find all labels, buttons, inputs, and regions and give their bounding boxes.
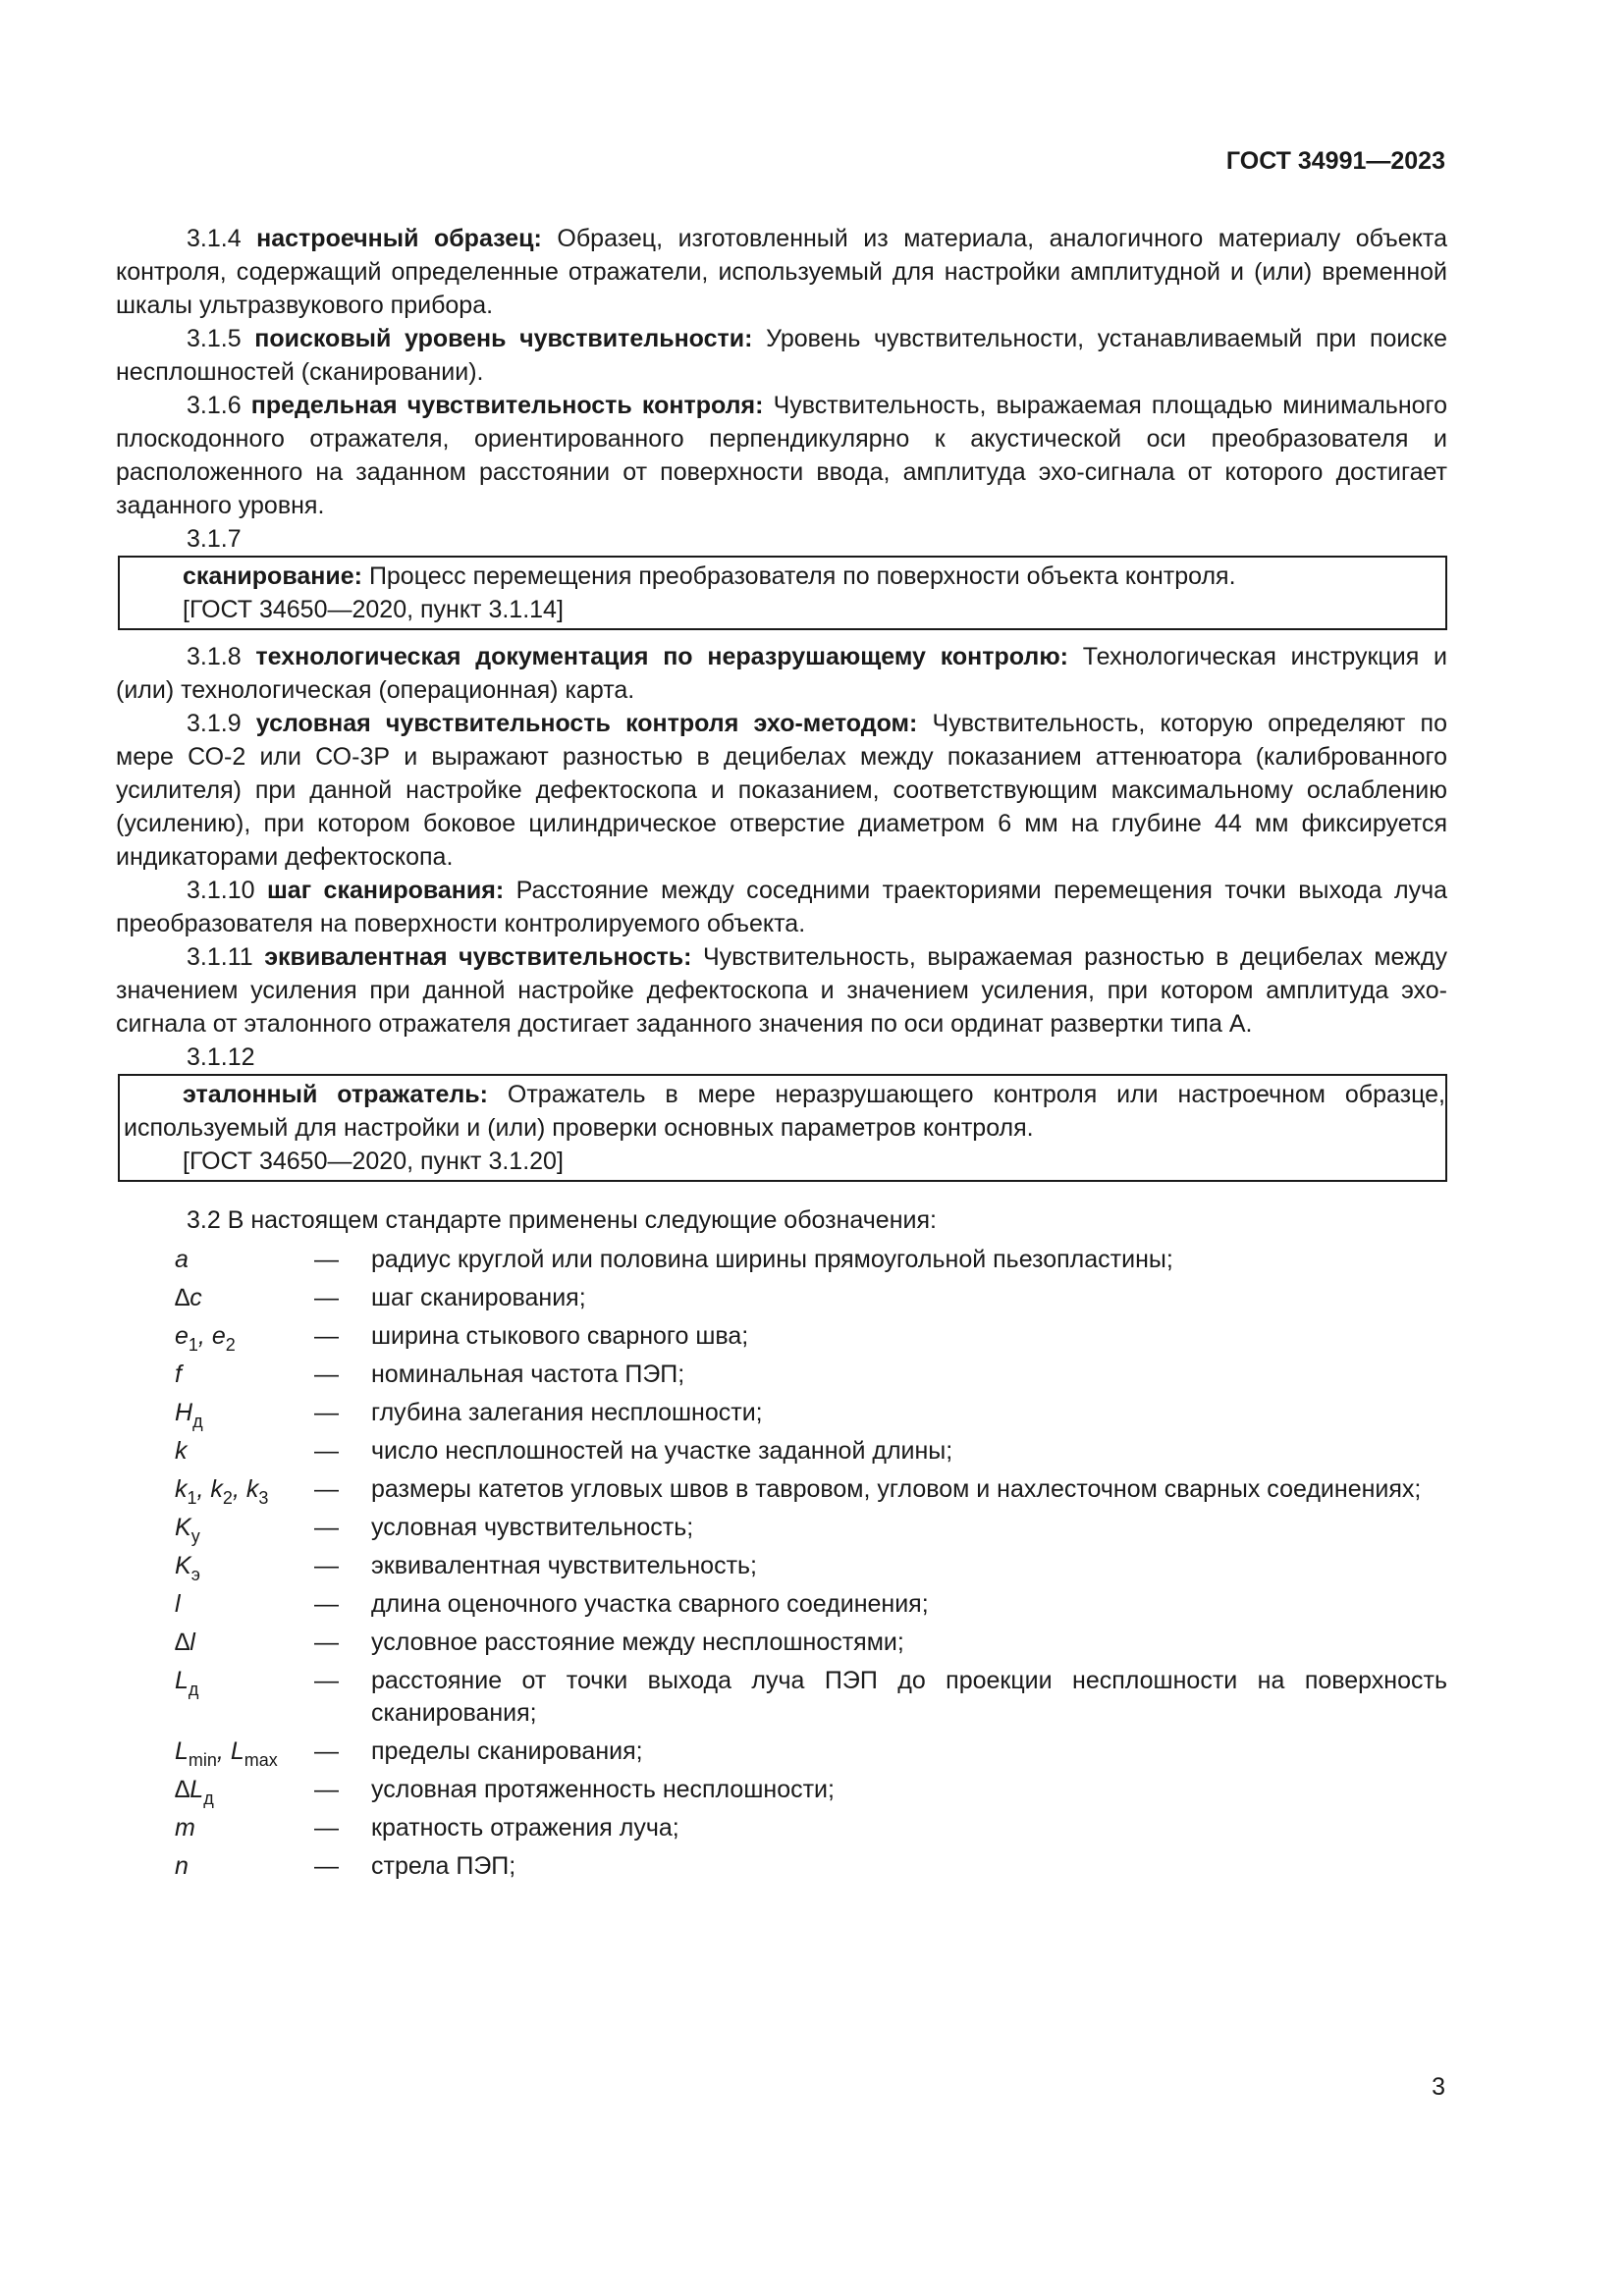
symbol-description: кратность отражения луча;: [371, 1814, 679, 1842]
dash: —: [314, 1475, 339, 1503]
symbol: f: [175, 1361, 182, 1388]
symbol-description: условное расстояние между несплошностями;: [371, 1629, 904, 1656]
dash: —: [314, 1284, 339, 1311]
dash: —: [314, 1361, 339, 1388]
symbol-description: стрела ПЭП;: [371, 1852, 516, 1880]
symbol-description: длина оценочного участка сварного соединения;: [371, 1590, 929, 1618]
symbol: $H_д$: [175, 1399, 203, 1431]
term-number: 3.1.8: [187, 643, 242, 670]
dash: —: [314, 1437, 339, 1465]
term-definition: Чувствительность, выражаемая площадью минимального плоскодонного отражателя, ориентированного перпендикулярно к акустической оси преобразователя и расположенного на заданном расстоянии от поверхности ввода, амплитуда эхо-сигнала от которого достигает заданного уровня.: [116, 392, 1448, 519]
term-number-3-1-7: 3.1.7: [187, 525, 242, 553]
symbol-row: [175, 1356, 1447, 1394]
term-definition: Расстояние между соседними траекториями перемещения точки выхода луча преобразователя на поверхности контролируемого объекта.: [116, 877, 1447, 937]
dash: —: [314, 1322, 339, 1350]
dash: —: [314, 1852, 339, 1880]
document-header: ГОСТ 34991—2023: [1225, 147, 1445, 175]
dash: —: [314, 1814, 339, 1842]
symbol-row: [175, 1241, 1447, 1279]
term-definition: Технологическая инструкция и (или) технологическая (операционная) карта.: [116, 643, 1447, 704]
symbol: $K_у$: [175, 1514, 200, 1546]
symbol-row: [175, 1432, 1447, 1470]
dash: —: [314, 1590, 339, 1618]
symbol: a: [175, 1246, 189, 1273]
quoted-term-box: [118, 1074, 1447, 1182]
term-definition: Чувствительность, которую определяют по мере СО-2 или СО-3Р и выражают разностью в децибелах между показанием аттенюатора (калиброванного усилителя) при данной настройке дефектоскопа и показанием, соответствующим максимальному ослаблению (усилению), при котором боковое цилиндрическое отверстие диаметром 6 мм на глубине 44 мм фиксируется индикаторами дефектоскопа.: [116, 710, 1447, 871]
symbols-intro: 3.2 В настоящем стандарте применены следующие обозначения:: [187, 1206, 937, 1234]
symbol: $e_1$, $e_2$: [175, 1322, 236, 1355]
term-reference: [ГОСТ 34650—2020, пункт 3.1.14]: [183, 596, 564, 623]
symbol-row: [175, 1547, 1447, 1585]
symbol-description: размеры катетов угловых швов в тавровом, угловом и нахлесточном сварных соединениях;: [371, 1475, 1422, 1503]
term-title: эталонный отражатель:: [183, 1081, 488, 1108]
symbol-row: [175, 1624, 1447, 1662]
symbol-row: [175, 1771, 1447, 1809]
term-3-1-10: [116, 874, 1447, 940]
symbol-row: [175, 1847, 1447, 1886]
term-title: сканирование:: [183, 562, 362, 590]
symbol-description: расстояние от точки выхода луча ПЭП до проекции несплошности на поверхность сканирования;: [371, 1667, 1447, 1727]
dash: —: [314, 1667, 339, 1694]
symbol-row: [175, 1585, 1447, 1624]
quoted-term-3-1-12: [124, 1078, 1445, 1145]
term-number: 3.1.11: [187, 943, 253, 971]
term-number: 3.1.9: [187, 710, 242, 737]
term-definition: Образец, изготовленный из материала, аналогичного материалу объекта контроля, содержащий определенные отражатели, используемый для настройки амплитудной и (или) временной шкалы ультразвукового прибора.: [116, 225, 1447, 319]
symbol-description: условная чувствительность;: [371, 1514, 694, 1541]
dash: —: [314, 1514, 339, 1541]
page-number: 3: [1432, 2073, 1445, 2101]
term-definition: Процесс перемещения преобразователя по поверхности объекта контроля.: [368, 562, 1236, 590]
quoted-term-box: [118, 556, 1447, 630]
term-number: 3.1.5: [187, 325, 242, 352]
symbol-row: [175, 1809, 1447, 1847]
symbol: $K_э$: [175, 1552, 200, 1584]
term-title: эквивалентная чувствительность:: [264, 943, 692, 971]
dash: —: [314, 1246, 339, 1273]
symbol-row: [175, 1279, 1447, 1317]
symbol-description: условная протяженность несплошности;: [371, 1776, 835, 1803]
symbol: ∆l: [175, 1629, 195, 1656]
symbol: $\Delta L_д$: [175, 1776, 214, 1808]
symbol-description: шаг сканирования;: [371, 1284, 586, 1311]
symbol-row: [175, 1317, 1447, 1356]
term-number: 3.1.10: [187, 877, 255, 904]
symbol-row: [175, 1509, 1447, 1547]
term-definition: Отражатель в мере неразрушающего контроля или настроечном образце, используемый для настройки и (или) проверки основных параметров контроля.: [124, 1081, 1445, 1142]
term-reference: [ГОСТ 34650—2020, пункт 3.1.20]: [183, 1148, 564, 1175]
term-number: 3.1.6: [187, 392, 242, 419]
quoted-term-3-1-7: [124, 560, 1445, 593]
term-number: 3.1.4: [187, 225, 242, 252]
dash: —: [314, 1552, 339, 1579]
symbol: m: [175, 1814, 195, 1842]
term-definition: Уровень чувствительности, устанавливаемый при поиске несплошностей (сканировании).: [116, 325, 1448, 386]
symbol: $k_1$, $k_2$, $k_3$: [175, 1475, 269, 1508]
term-3-1-5: [116, 322, 1447, 389]
symbol: l: [175, 1590, 181, 1618]
symbol-row: [175, 1394, 1447, 1432]
symbol-row: [175, 1470, 1447, 1509]
symbol: n: [175, 1852, 189, 1880]
symbol-description: ширина стыкового сварного шва;: [371, 1322, 749, 1350]
symbol: k: [175, 1437, 188, 1465]
symbol-description: радиус круглой или половина ширины прямоугольной пьезопластины;: [371, 1246, 1173, 1273]
term-title: предельная чувствительность контроля:: [250, 392, 764, 419]
document-body: [116, 222, 1447, 1886]
symbols-table: [175, 1241, 1447, 1886]
term-title: шаг сканирования:: [266, 877, 505, 904]
dash: —: [314, 1629, 339, 1656]
symbol-description: эквивалентная чувствительность;: [371, 1552, 757, 1579]
symbol-row: [175, 1733, 1447, 1771]
term-title: настроечный образец:: [256, 225, 542, 252]
dash: —: [314, 1776, 339, 1803]
term-3-1-11: [116, 940, 1447, 1041]
term-title: технологическая документация по неразрушающему контролю:: [255, 643, 1068, 670]
symbol: $L_д$: [175, 1667, 199, 1699]
term-definition: Чувствительность, выражаемая разностью в децибелах между значением усиления при данной настройке дефектоскопа и значением усиления, при котором амплитуда эхо-сигнала от эталонного отражателя достигает заданного значения по оси ординат развертки типа А.: [116, 943, 1447, 1038]
symbol-row: [175, 1662, 1447, 1733]
symbol: $L_{min}$, $L_{max}$: [175, 1737, 278, 1770]
term-3-1-4: [116, 222, 1447, 322]
dash: —: [314, 1399, 339, 1426]
term-3-1-9: [116, 707, 1447, 874]
symbol-description: число несплошностей на участке заданной длины;: [371, 1437, 953, 1465]
symbol: ∆c: [175, 1284, 202, 1311]
symbol-description: пределы сканирования;: [371, 1737, 643, 1765]
dash: —: [314, 1737, 339, 1765]
term-3-1-8: [116, 640, 1447, 707]
term-number-3-1-12: 3.1.12: [187, 1043, 255, 1071]
symbol-description: глубина залегания несплошности;: [371, 1399, 763, 1426]
symbol-description: номинальная частота ПЭП;: [371, 1361, 685, 1388]
term-title: условная чувствительность контроля эхо-методом:: [255, 710, 918, 737]
term-title: поисковый уровень чувствительности:: [254, 325, 753, 352]
term-3-1-6: [116, 389, 1447, 522]
